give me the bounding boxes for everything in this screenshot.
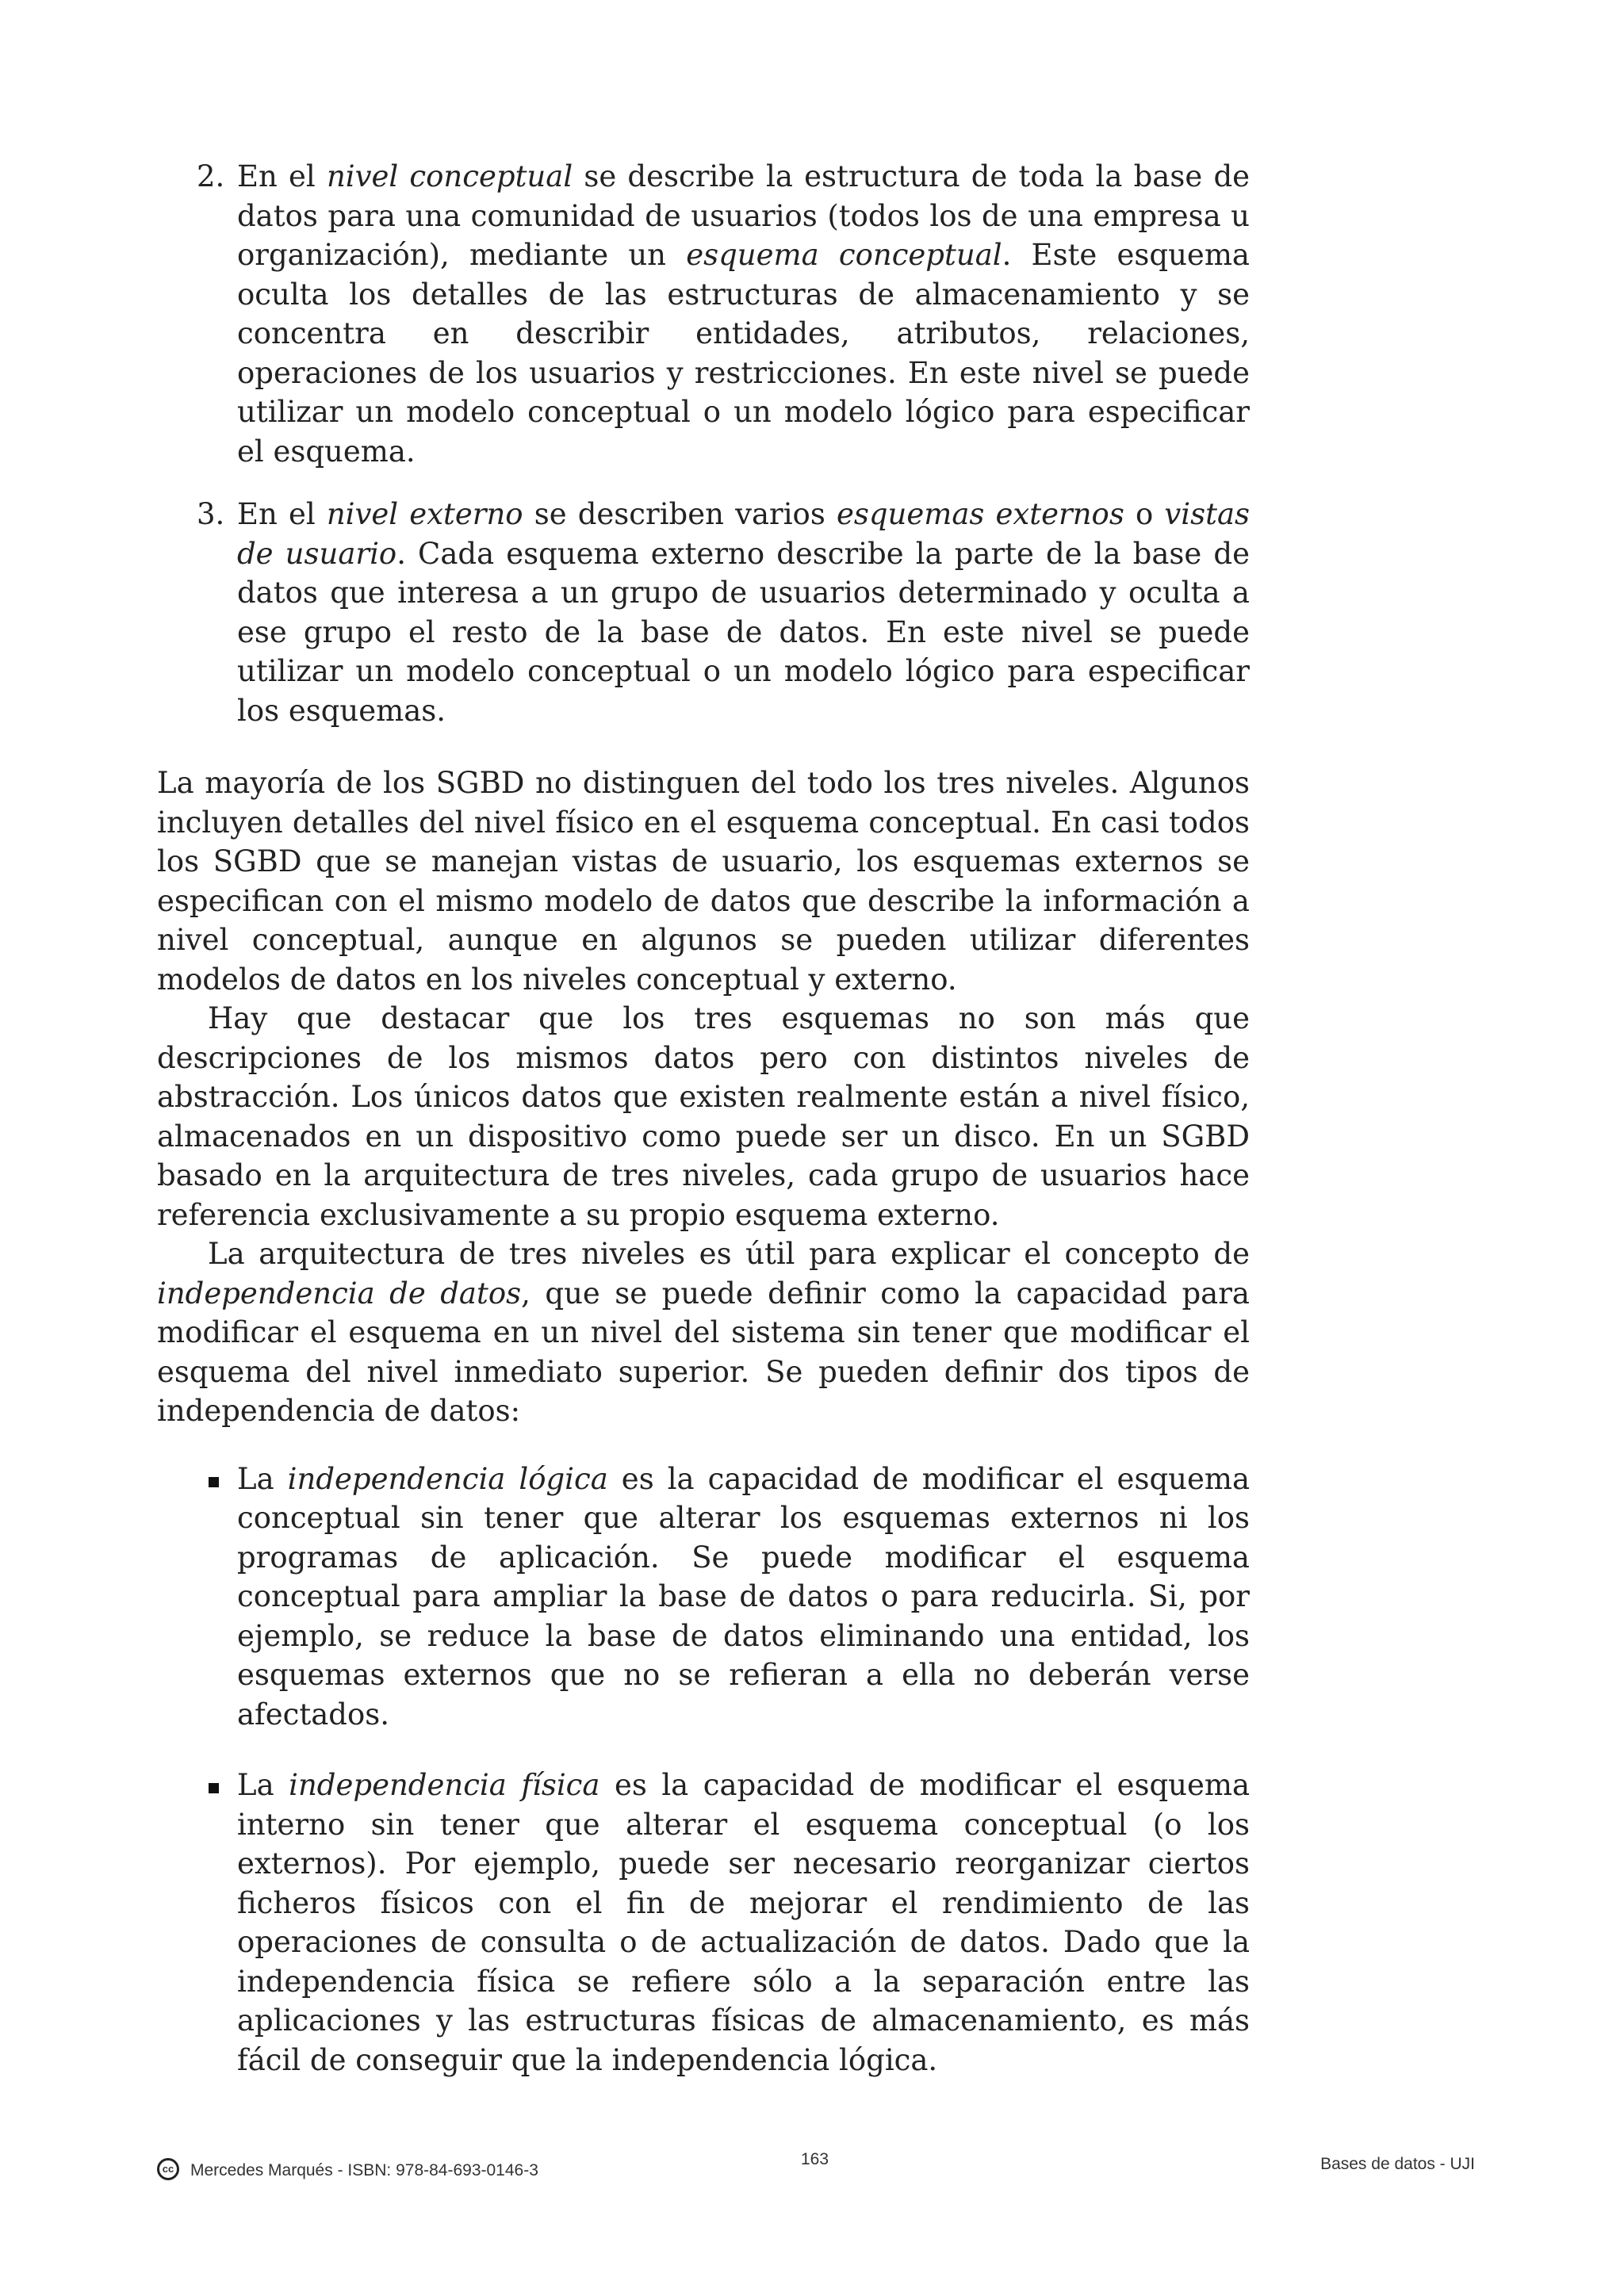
list-item-3 (157, 495, 1250, 730)
emphasis-text: independencia física (289, 1768, 600, 1802)
bullet-text (237, 1768, 1250, 2077)
text-run: En el (237, 159, 327, 193)
text-run: es la capacidad de modificar el esquema interno sin tener que alterar el esquema conceptual (o los externos). Por ejemplo, puede ser necesario reorganizar ciertos ficheros físicos con el fin de mejorar el rendimiento de las operaciones de consulta o de actualización de datos. Dado que la independencia física se refiere sólo a la separación entre las aplicaciones y las estructuras físicas de almacenamiento, es más fácil de conseguir que la independencia lógica. (237, 1768, 1250, 2077)
text-run: se describe la estructura de toda la base de datos para una comunidad de usuarios (todos los de una empresa u organización), mediante un (237, 159, 1251, 272)
emphasis-text: independencia lógica (287, 1461, 608, 1496)
text-run: es la capacidad de modificar el esquema conceptual sin tener que alterar los esquemas externos ni los programas de aplicación. Se puede modificar el esquema conceptual para ampliar la base de datos o para reducirla. Si, por ejemplo, se reduce la base de datos eliminando una entidad, los esquemas externos que no se refieran a ella no deberán verse afectados. (237, 1461, 1250, 1732)
emphasis-text: nivel externo (326, 497, 523, 531)
item-text (237, 497, 1250, 728)
text-run: La mayoría de los SGBD no distinguen del todo los tres niveles. Algunos incluyen detalles del nivel físico en el esquema conceptual. En casi todos los SGBD que se manejan vistas de usuario, los esquemas externos se especifican con el mismo modelo de datos que describe la información a nivel conceptual, aunque en algunos se pueden utilizar diferentes modelos de datos en los niveles conceptual y externo. (157, 766, 1250, 997)
bullet-marker-icon (209, 1477, 219, 1487)
bullet-text (237, 1462, 1250, 1732)
creative-commons-icon: cc (157, 2158, 179, 2180)
bullet-item (157, 1460, 1250, 1735)
text-run: o (1124, 497, 1165, 531)
emphasis-text: esquemas externos (836, 497, 1124, 531)
paragraph (157, 999, 1250, 1234)
text-run: . Este esquema oculta los detalles de las estructuras de almacenamiento y se concentra en describir entidades, atributos, relaciones, operaciones de los usuarios y restricciones. En este nivel se puede utilizar un modelo conceptual o un modelo lógico para especificar el esquema. (237, 238, 1250, 469)
item-number: 2. (197, 159, 225, 193)
text-run: La (237, 1768, 289, 1802)
text-run: se describen varios (523, 497, 837, 531)
footer-book-title: Bases de datos - UJI (1320, 2155, 1475, 2173)
bullet-item (157, 1766, 1250, 2080)
text-run: La (237, 1461, 288, 1496)
item-number: 3. (197, 497, 225, 531)
emphasis-text: independencia de datos (157, 1276, 522, 1311)
emphasis-text: nivel conceptual (326, 159, 573, 193)
bullet-list (157, 1460, 1250, 2080)
page-footer (0, 2150, 1624, 2187)
enumerated-list (157, 157, 1250, 730)
emphasis-text: esquema conceptual (686, 238, 1002, 272)
text-run: La arquitectura de tres niveles es útil para explicar el concepto de (208, 1237, 1250, 1271)
emphasis-text: vistas de usuario (237, 497, 1250, 571)
list-item-2 (157, 157, 1250, 471)
page-number: 163 (801, 2150, 829, 2168)
item-text (237, 159, 1250, 469)
bullet-marker-icon (209, 1783, 219, 1793)
text-run: . Cada esquema externo describe la parte de la base de datos que interesa a un grupo de usuarios determinado y oculta a ese grupo el resto de la base de datos. En este nivel se puede utilizar un modelo conceptual o un modelo lógico para especificar los esquemas. (237, 536, 1250, 728)
body-text (157, 157, 1250, 2111)
text-run: Hay que destacar que los tres esquemas no son más que descripciones de los mismos datos pero con distintos niveles de abstracción. Los únicos datos que existen realmente están a nivel físico, almacenados en un dispositivo como puede ser un disco. En un SGBD basado en la arquitectura de tres niveles, cada grupo de usuarios hace referencia exclusivamente a su propio esquema externo. (157, 1001, 1250, 1232)
paragraph (157, 1234, 1250, 1431)
text-run: , que se puede definir como la capacidad para modificar el esquema en un nivel del sistema sin tener que modificar el esquema del nivel inmediato superior. Se pueden definir dos tipos de independencia de datos: (157, 1276, 1250, 1428)
footer-author-isbn: Mercedes Marqués - ISBN: 978-84-693-0146-3 (190, 2161, 538, 2179)
text-run: En el (237, 497, 327, 531)
paragraph (157, 763, 1250, 999)
